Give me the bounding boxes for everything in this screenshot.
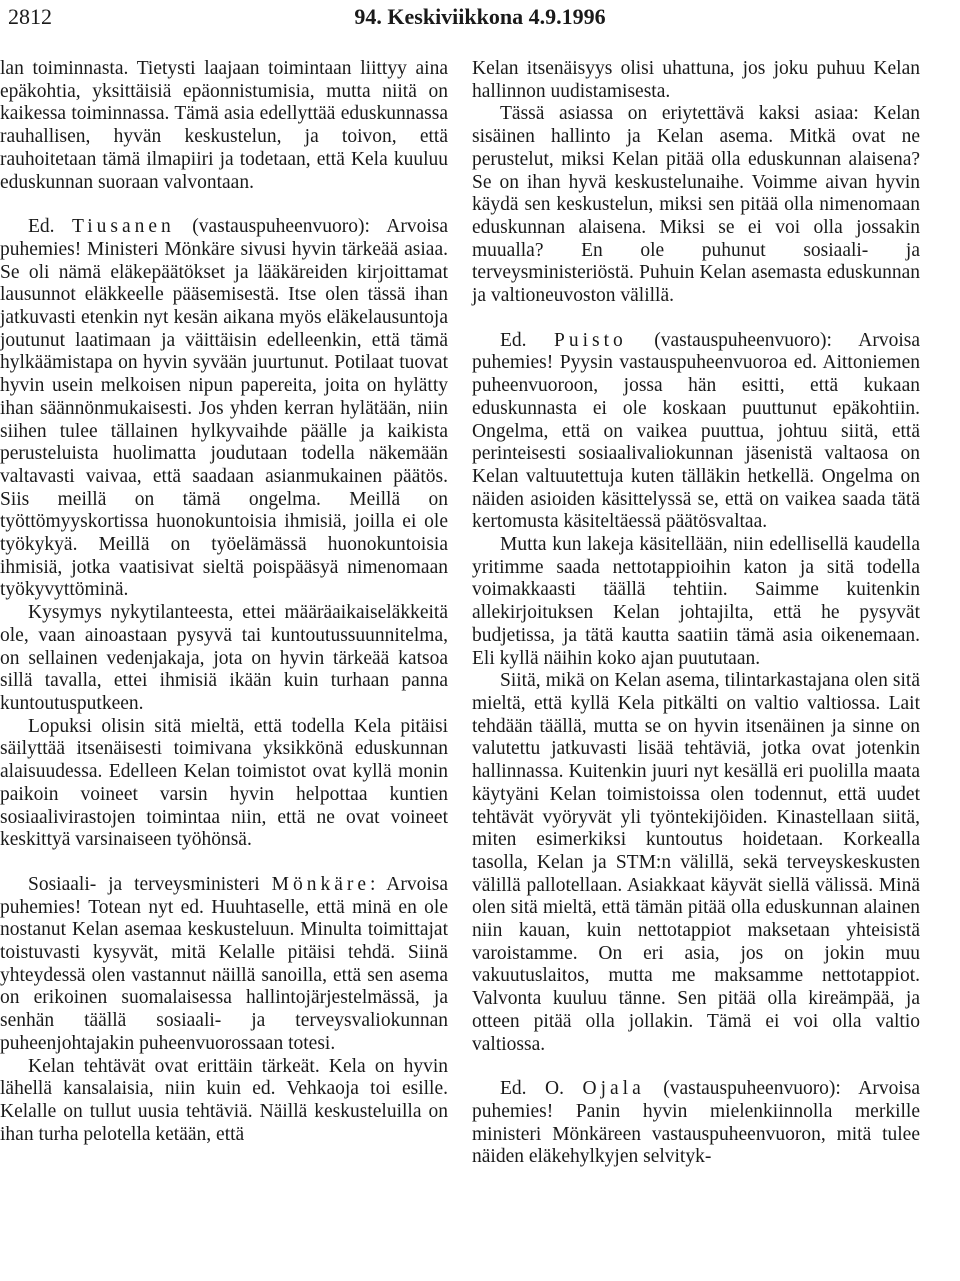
speech-ojala: [472, 1078, 920, 1169]
speaker-name: Ojala: [582, 1078, 645, 1100]
speaker-prefix: Sosiaali- ja terveysministeri: [28, 873, 260, 895]
paragraph: Kelan tehtävät ovat erittäin tärkeät. Kela on hyvin lähellä kansalaisia, niin kuin ed. Vehkaoja toi esille. Kelalle on tullut uusia tehtäviä. Näillä keskusteluilla on ihan turha pelotella ketään, että: [0, 1055, 448, 1145]
speaker-prefix: Ed.: [28, 216, 55, 238]
page-number: 2812: [8, 4, 52, 29]
speech-monkare: [0, 874, 448, 1056]
speech-text: (vastauspuheenvuoro): Arvoisa puhemies! Pyysin vastauspuheenvuoroa ed. Aittoniemen puheenvuoroon, jossa hän esitti, että kukaan eduskunnasta ei ole koskaan puuttunut epäkohtiin. Ongelma, että on vaikea puuttua, johtuu siitä, että perinteisesti sosiaalivaliokunnan jäsenistä valtaosa on Kelan valtuutettuja kuten tälläkin hetkellä. Ongelma on näiden asioiden käsittelyssä se, että on vaikea saada tätä kertomusta käsiteltäessä päätösvaltaa.: [472, 329, 921, 533]
paragraph: Kelan itsenäisyys olisi uhattuna, jos joku puhuu Kelan hallinnon uudistamisesta.: [472, 58, 920, 102]
speech-tiusanen: [0, 216, 448, 602]
page-header: [8, 4, 952, 32]
speaker-prefix: Ed. O.: [500, 1078, 564, 1100]
paragraph: Lopuksi olisin sitä mieltä, että todella Kela pitäisi säilyttää itsenäisesti toimivana yksikkönä eduskunnan alaisuudessa. Edelleen Kelan toimistot ovat kyllä monin paikoin voineet varsin hyvin helpottaa kuntien sosiaalivirastojen toimintaa niin, että ne ovat voineet keskittyä varsinaiseen työhönsä.: [0, 715, 448, 851]
left-column: [0, 58, 448, 1146]
running-head: 94. Keskiviikkona 4.9.1996: [354, 4, 606, 29]
paragraph: Kysymys nykytilanteesta, ettei määräaikaiseläkkeitä ole, vaan ainoastaan pysyvä tai kuntoutussuunnitelma, on sellainen vedenjakaja, jota on hyvin tärkeää katsoa sillä tavalla, ettei ihmisiä ikään kuin turhaan panna kuntoutusputkeen.: [0, 602, 448, 714]
speech-puisto: [472, 330, 920, 534]
right-column: [472, 58, 920, 1169]
speech-text: (vastauspuheenvuoro): Arvoisa puhemies! Panin hyvin mielenkiinnolla merkille ministeri Mönkäreen vastauspuheenvuoron, mitä tulee näiden eläkehylkyjen selvityk-: [472, 1078, 921, 1168]
speaker-name: Tiusanen: [72, 216, 175, 238]
paragraph: Mutta kun lakeja käsitellään, niin edellisellä kaudella yritimme saada nettotappioihin katon ja sitä todella voimakkaasti täällä tehtiin. Saimme kuitenkin allekirjoituksen Kelan johtajilta, että he pysyvät budjetissa, ja tätä kautta saatiin tämä asia oikenemaan. Eli kyllä näihin koko ajan puututaan.: [472, 534, 920, 669]
speaker-name: Mönkäre: [271, 873, 371, 895]
paragraph: Siitä, mikä on Kelan asema, tilintarkastajana olen sitä mieltä, että kyllä Kela pitkälti on valtio valtiossa. Lait tehdään täällä, mutta se on hyvin itsenäinen ja sinne on valutettu jatkuvasti lisää tehtäviä, jotka ovat jotenkin hallinnassa. Kuitenkin juuri nyt kesällä eri puolilla maata käytyäni Kelan toimistoissa olen todennut, että uudet tehtävät vyöryvät yli työntekijöiden. Kinastellaan siitä, miten esimerkiksi kuntoutus hoidetaan. Korkealla tasolla, Kelan ja STM:n välillä, sekä terveyskeskusten välillä pallotellaan. Asiakkaat käyvät siellä välissä. Minä olen sitä mieltä, että tämän pitää olla eduskunnan alainen niin kauan, kuin nettotappiot maksetaan yhteisistä varoistamme. On eri asia, jos on jokin muu vakuutuslaitos, mutta me maksamme nettotappiot. Valvonta kuuluu tänne. Sen pitää olla kireämpää, ja otteen pitää olla jollakin. Tämä ei voi olla valtio valtiossa.: [472, 670, 920, 1055]
paragraph: lan toiminnasta. Tietysti laajaan toimintaan liittyy aina epäkohtia, yksittäisiä epäonnistumisia, mutta niitä on kaikessa toiminnassa. Tämä asia edellyttää eduskunnassa rauhallisen, hyvän keskustelun, ja toivon, että rauhoitetaan tämä ilmapiiri ja todetaan, että Kela kuuluu eduskunnan suoraan valvontaan.: [0, 58, 448, 193]
speech-text: (vastauspuheenvuoro): Arvoisa puhemies! Ministeri Mönkäre sivusi hyvin tärkeää asiaa. Se oli nämä eläkepäätökset ja lääkäreiden kirjoittamat lausunnot eläkkeelle pääsemisestä. Itse olen tässä ihan jatkuvasti etenkin nyt kesän aikana myös eläkelausuntoja joutunut laatimaan ja väittäisin edelleenkin, että tämä hylkäämistapa on hyvin syvään juurtunut. Potilaat tuovat hyvin usein melkoisen nipun papereita, joita on hylätty ihan säännönmukaisesti. Jos yhden kerran hylätään, niin siihen tulee tällainen hylkyvaihde päälle ja kaikista perusteluista huolimatta joudutaan todella näkemään valtavasti vaivaa, että saadaan asianmukainen päätös. Siis meillä on tämä ongelma. Meillä on työttömyyskortissa huonokuntoisia ihmisiä, joilla ei ole työkykyä. Meillä on työelämässä huonokuntoisia ihmisiä, jotka vaatisivat sieltä poispääsyä nimenomaan työkyvyttöminä.: [0, 216, 449, 601]
paragraph: Tässä asiassa on eriytettävä kaksi asiaa: Kelan sisäinen hallinto ja Kelan asema. Mitkä ovat ne perustelut, miksi Kelan pitää olla eduskunnan alaisena? Se on ihan hyvä keskustelunaihe. Voimme aivan hyvin käydä sen keskustelun, miksi sen pitää olla nimenomaan eduskunnan alaisena. Miksi se ei voi olla jossakin muualla? En ole puhunut sosiaali- ja terveysministeriöstä. Puhuin Kelan asemasta eduskunnan ja valtioneuvoston välillä.: [472, 103, 920, 307]
speaker-name: Puisto: [554, 329, 627, 351]
speaker-prefix: Ed.: [500, 329, 527, 351]
speech-text: : Arvoisa puhemies! Totean nyt ed. Huuhtaselle, että minä en ole nostanut Kelan asemaa keskusteluun. Minulta toimittajat toistuvasti kysyvät, mitä Kelalle pitäisi tehdä. Siinä yhteydessä olen vastannut näillä sanoilla, että sen asema on erikoinen suomalaisessa hallintojärjestelmässä, ja senhän täällä sosiaali- ja terveysvaliokunnan puheenjohtajakin puheenvuorossaan totesi.: [0, 873, 448, 1054]
